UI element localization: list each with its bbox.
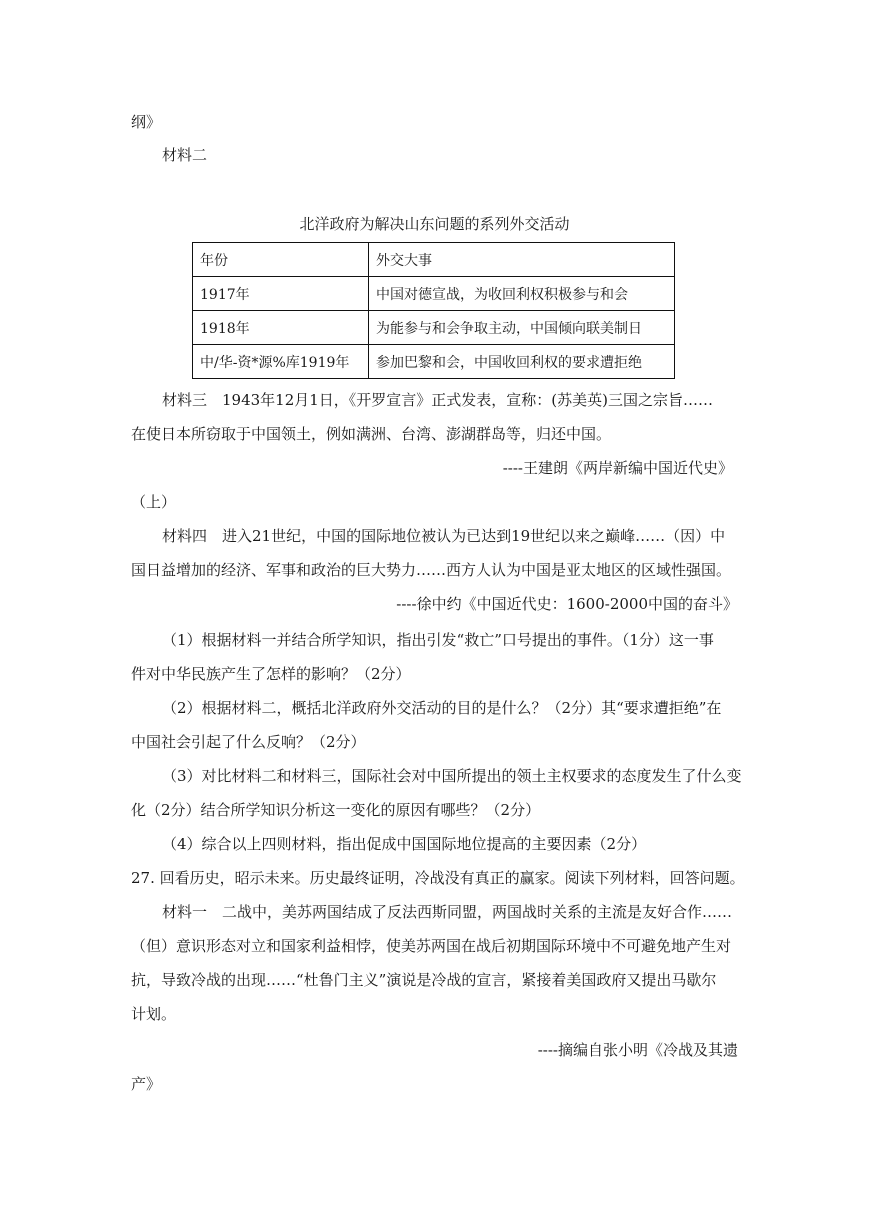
material-3-line: 在使日本所窃取于中国领土，例如满洲、台湾、澎湖群岛等，归还中国。 bbox=[131, 425, 612, 443]
text-line: 产》 bbox=[131, 1075, 162, 1093]
material-1-line: 计划。 bbox=[131, 1005, 177, 1023]
material-4-line: 国日益增加的经济、军事和政治的巨大势力……西方人认为中国是亚太地区的区域性强国。 bbox=[131, 561, 732, 579]
citation: ----王建朗《两岸新编中国近代史》 bbox=[502, 459, 733, 477]
table-cell-event: 中国对德宣战，为收回利权积极参与和会 bbox=[369, 277, 675, 311]
question-27-stem: 27. 回看历史，昭示未来。历史最终证明，冷战没有真正的赢家。阅读下列材料，回答问题。 bbox=[131, 869, 745, 887]
question-4: （4）综合以上四则材料，指出促成中国国际地位提高的主要因素（2分） bbox=[162, 835, 647, 853]
material-1-line: 材料一 二战中，美苏两国结成了反法西斯同盟，两国战时关系的主流是友好合作…… bbox=[162, 903, 733, 921]
question-2: 中国社会引起了什么反响？（2分） bbox=[131, 733, 366, 751]
table-header-cell: 外交大事 bbox=[369, 243, 675, 277]
material-1-line: （但）意识形态对立和国家利益相悖，使美苏两国在战后初期国际环境中不可避免地产生对 bbox=[131, 937, 732, 955]
material-3-line: 材料三 1943年12月1日，《开罗宣言》正式发表，宣称：(苏美英)三国之宗旨…… bbox=[162, 391, 714, 409]
table-row bbox=[193, 345, 675, 379]
table-cell-year: 中/华-资*源%库1919年 bbox=[193, 345, 369, 379]
table-cell-year: 1917年 bbox=[193, 277, 369, 311]
citation: ----摘编自张小明《冷战及其遗 bbox=[537, 1041, 738, 1059]
question-3: （3）对比材料二和材料三，国际社会对中国所提出的领土主权要求的态度发生了什么变 bbox=[162, 767, 742, 785]
table-row bbox=[193, 311, 675, 345]
table-caption: 北洋政府为解决山东问题的系列外交活动 bbox=[299, 215, 570, 233]
table-row bbox=[193, 277, 675, 311]
table-cell-event: 为能参与和会争取主动，中国倾向联美制日 bbox=[369, 311, 675, 345]
citation: ----徐中约《中国近代史：1600-2000中国的奋斗》 bbox=[396, 595, 738, 613]
material-1-line: 抗，导致冷战的出现……“杜鲁门主义”演说是冷战的宣言，紧接着美国政府又提出马歇尔 bbox=[131, 971, 717, 989]
table-header-cell: 年份 bbox=[193, 243, 369, 277]
material-2-label: 材料二 bbox=[162, 146, 208, 164]
question-3: 化（2分）结合所学知识分析这一变化的原因有哪些？（2分） bbox=[131, 801, 541, 819]
question-1: （1）根据材料一并结合所学知识，指出引发“救亡”口号提出的事件。（1分）这一事 bbox=[162, 631, 714, 649]
question-2: （2）根据材料二，概括北洋政府外交活动的目的是什么？（2分）其“要求遭拒绝”在 bbox=[162, 699, 722, 717]
table-header-row bbox=[193, 243, 675, 277]
table-cell-year: 1918年 bbox=[193, 311, 369, 345]
material-4-line: 材料四 进入21世纪，中国的国际地位被认为已达到19世纪以来之巅峰……（因）中 bbox=[162, 527, 726, 545]
diplomacy-table bbox=[192, 242, 675, 379]
text-line: 纲》 bbox=[131, 113, 162, 131]
question-1: 件对中华民族产生了怎样的影响？（2分） bbox=[131, 665, 411, 683]
table-cell-event: 参加巴黎和会，中国收回利权的要求遭拒绝 bbox=[369, 345, 675, 379]
text-line: （上） bbox=[131, 493, 177, 511]
